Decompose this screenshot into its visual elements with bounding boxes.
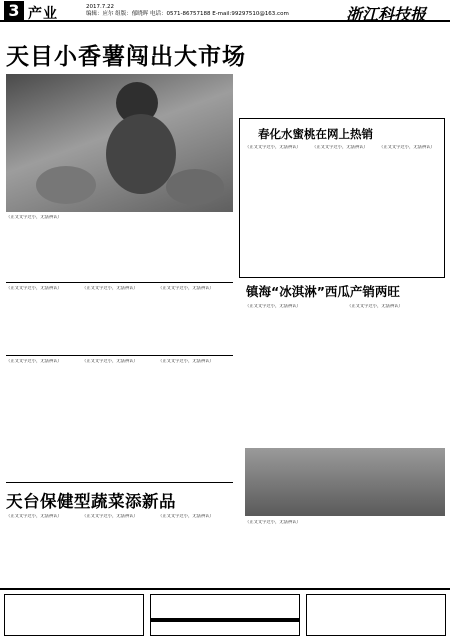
header-meta [86,4,386,18]
issue-date: 2017.7.22 [86,4,114,10]
footer-ad-3 [306,594,446,636]
right-mid-col2: （正文文字过小，无法辨认） [347,304,403,309]
right-top-headline: 春化水蜜桃在网上热销 [258,127,373,141]
bottom-headline: 天台保健型蔬菜添新品 [6,492,176,511]
right-top-col1: （正文文字过小，无法辨认） [245,145,301,150]
footer-ad-1 [4,594,144,636]
editor-contact: 编辑：应尔 组版：郁晓晖 电话：0571-86757188 E-mail:99297510@163.com [86,11,289,17]
subsection-1-col2: （正文文字过小，无法辨认） [82,286,138,291]
bottom-col1: （正文文字过小，无法辨认） [6,514,62,519]
right-top-col3: （正文文字过小，无法辨认） [379,145,435,150]
lead-headline: 天目小香薯闯出大市场 [6,44,246,70]
lead-photo [6,74,233,212]
subsection-2-col2: （正文文字过小，无法辨认） [82,359,138,364]
right-mid-col1: （正文文字过小，无法辨认） [245,304,301,309]
masthead-logo: 浙江科技报 [346,5,427,24]
subhead-1 [6,272,233,283]
right-mid-headline: 镇海“冰淇淋”西瓜产销两旺 [246,284,400,299]
bottom-col3: （正文文字过小，无法辨认） [158,514,214,519]
bottom-col2: （正文文字过小，无法辨认） [82,514,138,519]
footer-ad-2 [150,594,300,636]
subsection-2-col1: （正文文字过小，无法辨认） [6,359,62,364]
right-bottom-photo [245,448,445,516]
subhead-2 [6,345,233,356]
right-bottom-caption: （正文文字过小，无法辨认） [245,520,301,525]
section-title: 产业 [28,6,58,22]
photo-caption: （正文文字过小，无法辨认） [6,215,62,220]
page-number: 3 [4,1,24,21]
right-top-col2: （正文文字过小，无法辨认） [312,145,368,150]
subsection-1-col3: （正文文字过小，无法辨认） [158,286,214,291]
subsection-1-col1: （正文文字过小，无法辨认） [6,286,62,291]
subsection-2-col3: （正文文字过小，无法辨认） [158,359,214,364]
